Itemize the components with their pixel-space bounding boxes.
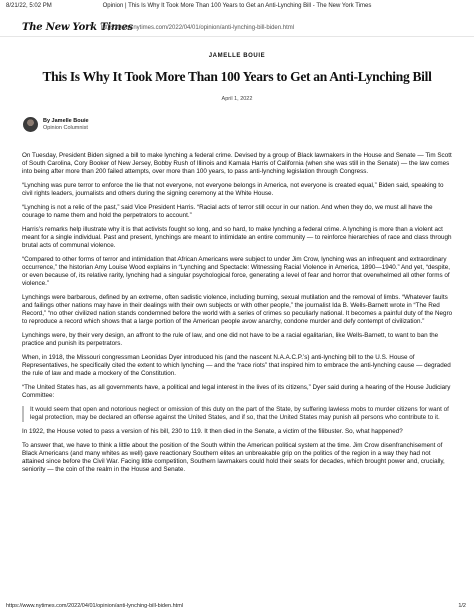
paragraph: Harris’s remarks help illustrate why it is that activists fought so long, and so hard, to make lynching a federal crime. A lynching is more than a violent act meant for a single individual. Past and present, lynchings are meant to intimidate an entire community — to reinforce hierarchies of race and class through brutal acts of communal violence. [22,226,452,249]
author-kicker[interactable]: JAMELLE BOUIE [208,53,266,59]
byline-name[interactable]: By Jamelle Bouie [43,118,89,124]
paragraph: Lynchings were barbarous, defined by an extreme, often sadistic violence, including burning, sexual mutilation and the removal of limbs. “Whatever faults and failings other nations may have in their dealings with their own subjects or with other people,” the journalist Ida B. Wells-Barnett wrote in “The Red Record,” “no other civilized nation stands condemned before the world with a series of crimes so peculiarly national. It becomes a painful duty of the Negro to reproduce a record which shows that a large portion of the American people avow anarchy, condone murder and defy contempt of civilization.” [22,294,453,325]
paragraph: In 1922, the House voted to pass a version of his bill, 230 to 119. It then died in the Senate, a victim of the filibuster. So, what happened? [22,428,403,435]
paragraph: “Lynching was pure terror to enforce the lie that not everyone, not everyone belongs in America, not everyone is created equal,” Biden said, speaking to civil rights leaders, journalists and others during the signing ceremony at the White House. [22,182,444,197]
paragraph: When, in 1918, the Missouri congressman Leonidas Dyer introduced his (and the nascent N.A.A.C.P.’s) anti-lynching bill to the U.S. House of Representatives, he specifically cited the extent to which lynching — and the “race riots” that inspired him to embrace the anti-lynching cause — degraded the rule of law and made a mockery of the Constitution. [22,354,451,377]
paragraph: “Compared to other forms of terror and intimidation that African Americans were subject to under Jim Crow, lynching was an infrequent and extraordinary occurrence,” the historian Amy Louise Wood explains in “Lynching and Spectacle: Witnessing Racial Violence in America, 1890—1940.” And yet, “despite, or even because of, its relative rarity, lynching had a singular psychological force, generating a level of fear and horror that overwhelmed all other forms of violence.” [22,256,450,287]
byline-role: Opinion Columnist [43,125,88,131]
publish-date: April 1, 2022 [221,96,253,102]
page-number: 1/2 [458,603,466,609]
page-url[interactable]: https://www.nytimes.com/2022/04/01/opinion/anti-lynching-bill-biden.html [101,25,295,31]
footer-url: https://www.nytimes.com/2022/04/01/opinion/anti-lynching-bill-biden.html [6,603,184,609]
paragraph: On Tuesday, President Biden signed a bill to make lynching a federal crime. Devised by a group of Black lawmakers in the House and Senate — Tim Scott of South Carolina, Cory Booker of New Jersey, Bobby Rush of Illinois and Kamala Harris of California (when she was still in the Senate) — the law comes into being after more than 200 failed attempts, over more than 100 years, to pass anti-lynching legislation through Congress. [22,152,452,175]
site-bar [0,22,474,37]
paragraph: To answer that, we have to think a little about the position of the South within the American political system at the time. Jim Crow disenfranchisement of Black Americans (and many whites as well) gave reactionary Southern elites an unbreakable grip on the politics of the region in a way they had not attained since before the Civil War. Facing little competition, Southern lawmakers could hold their seats for decades, which brought power and, crucially, seniority — the coin of the realm in the House and Senate. [22,442,445,473]
paragraph: “Lynching is not a relic of the past,” said Vice President Harris. “Racial acts of terror still occur in our nation. And when they do, we must all have the courage to name them and hold the perpetrators to account.” [22,204,433,219]
block-quote: It would seem that open and notorious neglect or omission of this duty on the part of the State, by suffering lawless mobs to murder citizens for want of legal protection, may be declared an offense against the United States, and if so, that the United States may punish all persons who contribute to it. [22,406,454,422]
print-datetime: 8/21/22, 5:02 PM [6,3,52,9]
print-footer [0,603,474,613]
print-header [0,0,474,14]
article-headline: This Is Why It Took More Than 100 Years to Get an Anti-Lynching Bill [42,69,432,84]
paragraph: Lynchings were, by their very design, an affront to the rule of law, and one did not have to be a racial egalitarian, like Wells-Barnett, to want to ban the practice and punish its perpetrators. [22,332,439,347]
author-avatar[interactable] [23,117,38,132]
article-body [22,152,454,480]
paragraph: “The United States has, as all governments have, a political and legal interest in the lives of its citizens,” Dyer said during a hearing of the House Judiciary Committee: [22,384,451,399]
print-page-title: Opinion | This Is Why It Took More Than 100 Years to Get an Anti-Lynching Bill - The New York Times [102,3,372,9]
nyt-logo[interactable]: The New York Times [22,22,133,33]
